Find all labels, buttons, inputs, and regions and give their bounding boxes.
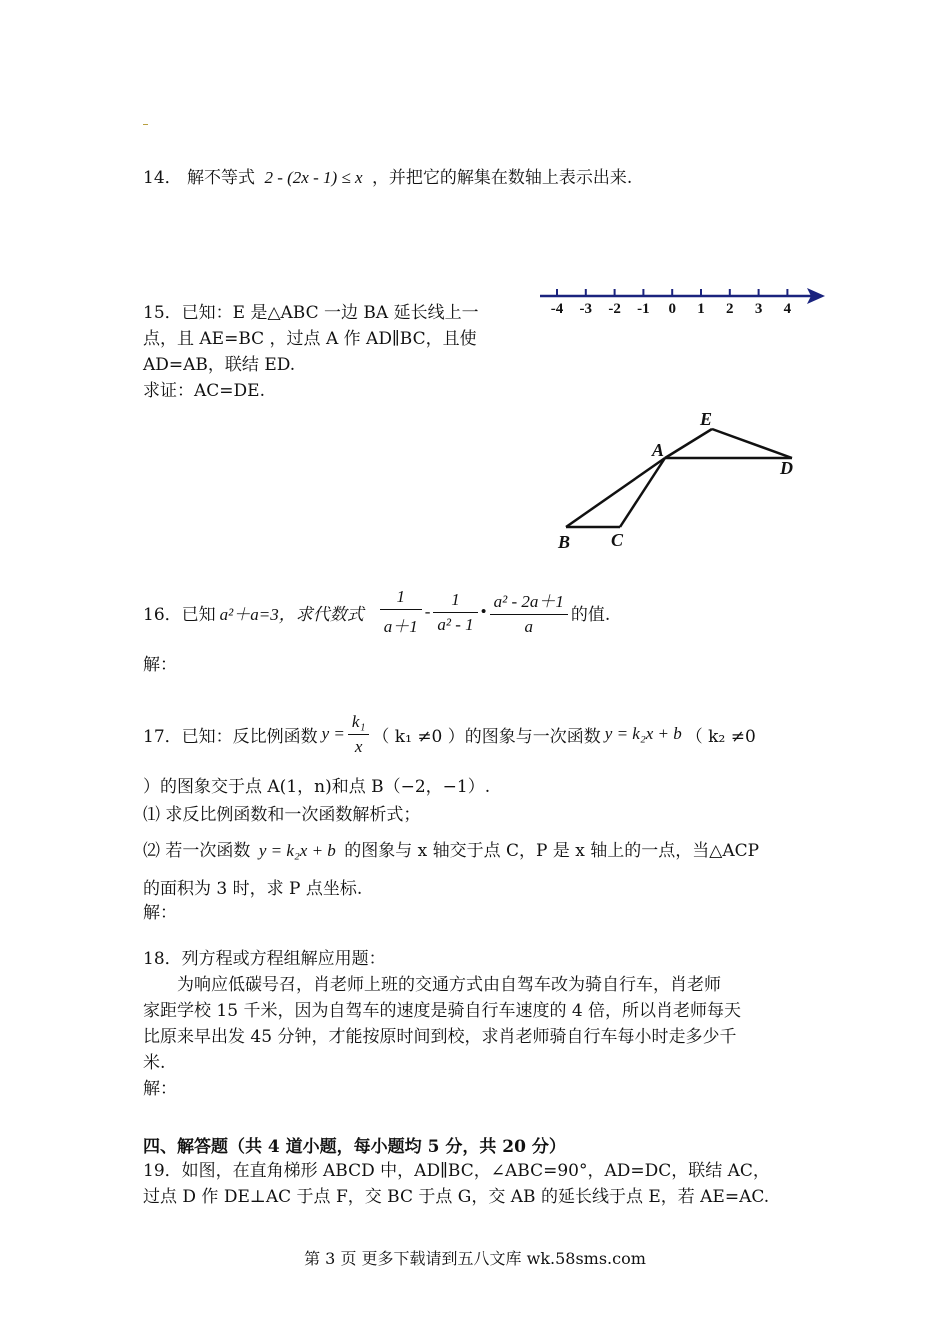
question-18 bbox=[143, 946, 741, 1102]
question-14 bbox=[143, 163, 632, 188]
q16-minus: - bbox=[424, 602, 431, 621]
number-line bbox=[535, 283, 835, 323]
q17-func2: y = k₂x + b bbox=[604, 724, 682, 743]
q18-line-4: 米. bbox=[143, 1053, 166, 1073]
q17-part-2-line-2: 的面积为 3 时，求 P 点坐标. bbox=[143, 879, 363, 899]
segment-ED bbox=[712, 429, 792, 458]
q16-text-1: 16．已知 bbox=[143, 604, 216, 625]
number-line-label: 1 bbox=[697, 301, 705, 317]
q14-text-1: 解不等式 bbox=[187, 168, 256, 188]
q17-part-2-func: y = k₂x + b bbox=[258, 841, 336, 860]
q16-text-2: 的值. bbox=[570, 604, 611, 625]
number-line-label: -2 bbox=[608, 301, 621, 317]
q19-line-1: 19．如图，在直角梯形 ABCD 中，AD∥BC，∠ABC=90°，AD=DC，联结 AC， bbox=[143, 1161, 770, 1181]
number-line-label: -4 bbox=[550, 301, 564, 317]
q17-line-2: ）的图象交于点 A(1，n)和点 B（−2，−1）. bbox=[143, 777, 491, 797]
q18-line-2: 家距学校 15 千米，因为自驾车的速度是骑自行车速度的 4 倍，所以肖老师每天 bbox=[143, 1001, 742, 1021]
q17-answer: 解： bbox=[143, 903, 177, 923]
segment-AC bbox=[620, 458, 665, 527]
number-line-label: 2 bbox=[726, 301, 734, 317]
q15-line-1: 15．已知：E 是△ABC 一边 BA 延长线上一 bbox=[143, 303, 479, 323]
label-A: A bbox=[652, 440, 665, 460]
segment-AB bbox=[566, 458, 665, 527]
label-C: C bbox=[611, 530, 624, 550]
q17-func1-fraction: $\frac{\text{k₁}}{x}$ bbox=[348, 712, 369, 757]
q18-title: 18．列方程或方程组解应用题： bbox=[143, 949, 386, 969]
q18-line-3: 比原来早出发 45 分钟，才能按原时间到校，求肖老师骑自行车每小时走多少千 bbox=[143, 1027, 737, 1047]
segment-AE bbox=[665, 429, 712, 458]
q14-expression: 2 - (2x - 1) ≤ x bbox=[264, 168, 363, 187]
q14-number: 14． bbox=[143, 168, 182, 188]
question-19 bbox=[143, 1158, 770, 1210]
q19-line-2: 过点 D 作 DE⊥AC 于点 F，交 BC 于点 G，交 AB 的延长线于点 E，若 AE=AC. bbox=[143, 1187, 770, 1207]
q16-fraction-1: $\frac{1}{a+1}$ bbox=[380, 587, 422, 637]
page-footer: 第 3 页 更多下载请到五八文库 wk.58sms.com bbox=[304, 1249, 646, 1268]
q15-line-4: 求证：AC=DE. bbox=[143, 381, 265, 401]
q16-fraction-2: $\frac{1}{\text{a² - 1}}$ bbox=[433, 590, 477, 635]
question-17 bbox=[143, 710, 756, 758]
q15-line-2: 点，且 AE=BC ，过点 A 作 AD∥BC，且使 bbox=[143, 329, 477, 349]
q17-condition-2: （ k₂ ≠0 bbox=[685, 726, 756, 747]
q16-condition: a²＋a=3，求代数式 bbox=[219, 604, 364, 624]
number-line-ticks bbox=[551, 289, 792, 317]
q16-answer: 解： bbox=[143, 655, 177, 675]
stray-mark bbox=[143, 124, 148, 125]
question-15 bbox=[143, 300, 523, 404]
number-line-label: -3 bbox=[579, 301, 593, 317]
question-16 bbox=[143, 588, 610, 636]
q16-fraction-3: $\frac{\text{a² - 2a＋1}}{a}$ bbox=[490, 587, 568, 637]
label-D: D bbox=[780, 458, 793, 478]
number-line-label: -1 bbox=[637, 301, 650, 317]
number-line-label: 4 bbox=[783, 301, 792, 317]
q17-part-2-text-b: 的图象与 x 轴交于点 C，P 是 x 轴上的一点，当△ACP bbox=[344, 841, 760, 861]
q17-part-2 bbox=[143, 836, 759, 861]
number-line-label: 0 bbox=[668, 301, 676, 317]
q17-text-1: 17．已知：反比例函数 bbox=[143, 726, 318, 747]
label-E: E bbox=[700, 409, 713, 429]
q15-line-3: AD=AB，联结 ED. bbox=[143, 355, 296, 375]
label-B: B bbox=[558, 532, 571, 552]
q17-func1-lhs: y = bbox=[321, 724, 345, 743]
q16-dot: • bbox=[480, 602, 487, 621]
q14-text-2: ，并把它的解集在数轴上表示出来. bbox=[371, 168, 633, 188]
q15-figure bbox=[550, 405, 810, 555]
q18-answer: 解： bbox=[143, 1079, 177, 1099]
q17-part-1: ⑴ 求反比例函数和一次函数解析式； bbox=[143, 805, 421, 825]
q17-part-2-text-a: ⑵ 若一次函数 bbox=[143, 841, 251, 861]
number-line-label: 3 bbox=[754, 301, 763, 317]
section-4-heading: 四、解答题（共 4 道小题，每小题均 5 分，共 20 分） bbox=[143, 1137, 566, 1157]
q18-line-1: 为响应低碳号召，肖老师上班的交通方式由自驾车改为骑自行车，肖老师 bbox=[177, 975, 721, 995]
q17-condition-1: （ k₁ ≠0 ）的图象与一次函数 bbox=[372, 726, 601, 747]
